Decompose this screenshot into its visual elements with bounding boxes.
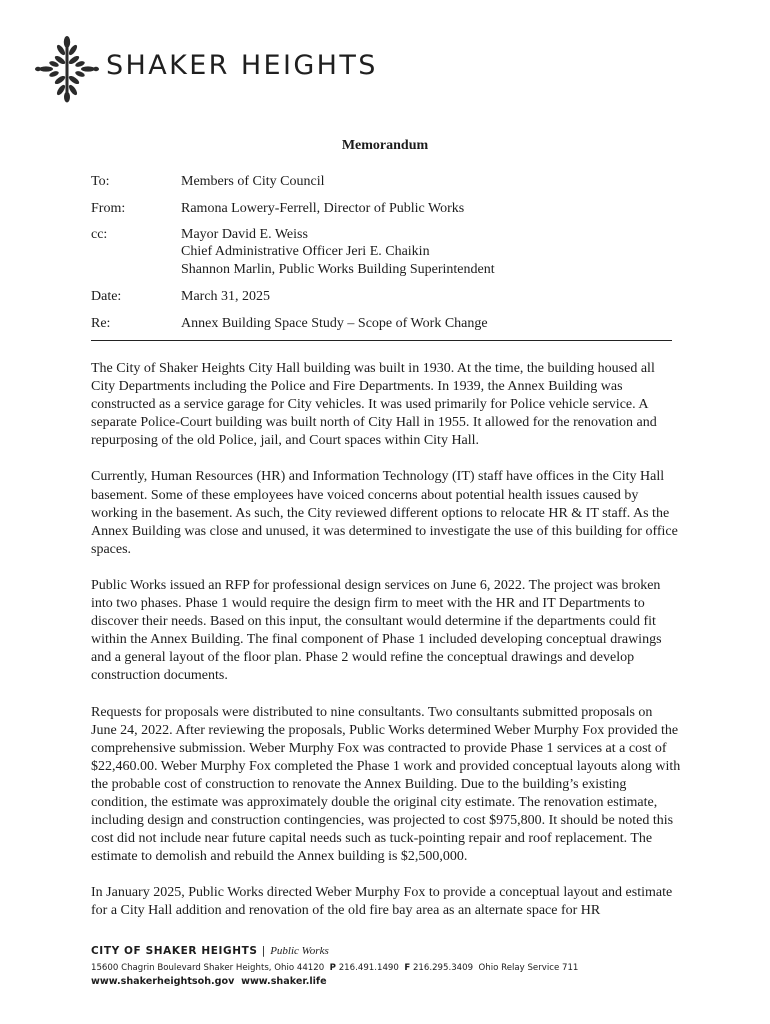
- leaf-sprig-icon: [34, 34, 100, 104]
- footer-website-1[interactable]: www.shakerheightsoh.gov: [91, 976, 235, 987]
- cc-value-1: Mayor David E. Weiss: [181, 227, 308, 242]
- body-paragraph-1: The City of Shaker Heights City Hall building was built in 1930. At the time, the building housed all City Departments including the Police and Fire Departments. In 1939, the Annex Building was constructed as a service garage for City vehicles. It was used primarily for Police vehicle service. A separate Police-Court building was built north of City Hall in 1955. It allowed for the renovation and repurposing of the old Police, jail, and Court spaces within City Hall.: [91, 361, 657, 449]
- footer-phone: 216.491.1490: [338, 963, 399, 973]
- footer-address: 15600 Chagrin Boulevard Shaker Heights, Ohio 44120: [91, 963, 325, 973]
- re-label: Re:: [91, 316, 111, 331]
- page-footer: [91, 945, 691, 987]
- footer-fax-label: F: [404, 963, 411, 973]
- footer-web-line: [91, 976, 691, 987]
- footer-org-line: [91, 945, 691, 957]
- header-divider: [91, 340, 672, 341]
- date-value: March 31, 2025: [181, 289, 271, 304]
- footer-relay: Ohio Relay Service 711: [478, 963, 579, 973]
- body-paragraph-2: Currently, Human Resources (HR) and Information Technology (IT) staff have offices in the City Hall basement. Some of these employees have voiced concerns about potential health issues caused by working in the basement. As such, the City reviewed different options to relocate HR & IT staff. As the Annex Building was close and unused, it was determined to investigate the use of this building for office spaces.: [91, 469, 678, 557]
- cc-value-3: Shannon Marlin, Public Works Building Superintendent: [181, 262, 495, 277]
- footer-phone-label: P: [329, 963, 336, 973]
- city-logo: [34, 34, 379, 104]
- cc-label: cc:: [91, 227, 108, 242]
- brand-name: SHAKER HEIGHTS: [106, 50, 378, 81]
- cc-value-2: Chief Administrative Officer Jeri E. Chaikin: [181, 244, 430, 259]
- footer-website-2[interactable]: www.shaker.life: [241, 976, 327, 987]
- footer-department: Public Works: [270, 945, 329, 957]
- to-value: Members of City Council: [181, 174, 325, 189]
- memo-body: [91, 360, 681, 939]
- body-paragraph-4: Requests for proposals were distributed to nine consultants. Two consultants submitted proposals on June 24, 2022. After reviewing the proposals, Public Works determined Weber Murphy Fox provided the comprehensive submission. Weber Murphy Fox was contracted to provide Phase 1 services at a cost of $22,460.00. Weber Murphy Fox completed the Phase 1 work and provided conceptual layouts along with the probable cost of construction to renovate the Annex Building. Due to the building’s existing condition, the estimate was approximately double the original city estimate. The renovation estimate, including design and construction contingencies, was projected to cost $975,800. It should be noted this cost did not include near future capital needs such as tuck-pointing repair and roof replacement. The estimate to demolish and rebuild the Annex building is $2,500,000.: [91, 704, 681, 865]
- footer-contact-line: [91, 963, 691, 973]
- from-label: From:: [91, 201, 126, 216]
- date-label: Date:: [91, 289, 122, 304]
- body-paragraph-5: In January 2025, Public Works directed Weber Murphy Fox to provide a conceptual layout and estimate for a City Hall addition and renovation of the old fire bay area as an alternate space for HR: [91, 885, 673, 919]
- footer-fax: 216.295.3409: [412, 963, 474, 973]
- memo-title: Memorandum: [341, 138, 429, 153]
- footer-org: CITY OF SHAKER HEIGHTS: [91, 945, 258, 957]
- re-value: Annex Building Space Study – Scope of Work Change: [181, 316, 488, 331]
- body-paragraph-3: Public Works issued an RFP for professional design services on June 6, 2022. The project was broken into two phases. Phase 1 would require the design firm to meet with the HR and IT Departments to discover their needs. Based on this input, the consultant would determine if the departments could fit within the Annex Building. The final component of Phase 1 included developing conceptual drawings and a general layout of the floor plan. Phase 2 would refine the conceptual drawings and develop construction documents.: [91, 577, 662, 684]
- footer-separator: |: [261, 945, 266, 957]
- from-value: Ramona Lowery-Ferrell, Director of Public Works: [181, 201, 465, 216]
- to-label: To:: [91, 174, 110, 189]
